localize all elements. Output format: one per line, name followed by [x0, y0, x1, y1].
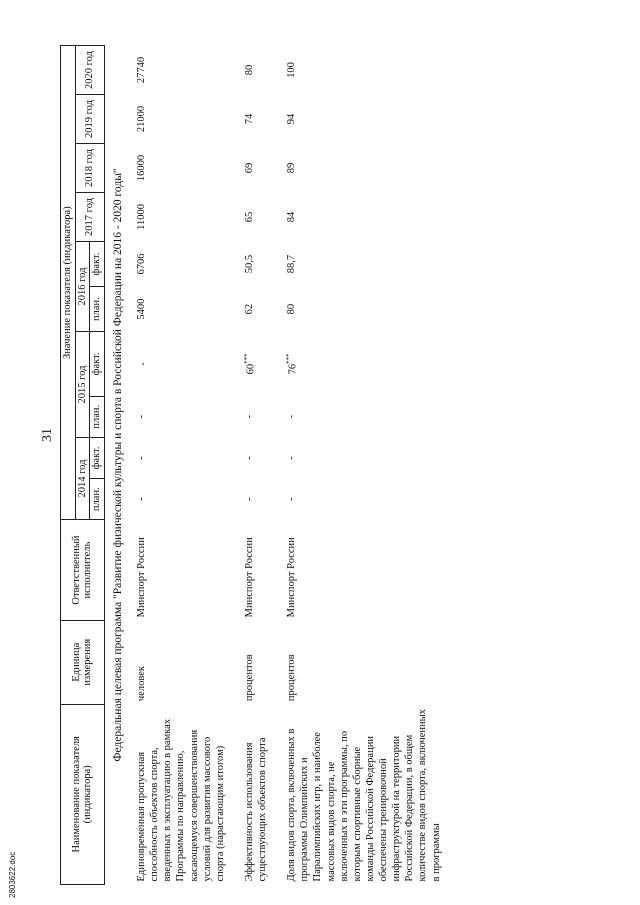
header-unit: Единица измерения — [61, 620, 105, 704]
value-2014-fact: - — [286, 456, 298, 460]
header-fact-2014: факт. — [90, 437, 105, 478]
value-2017: 65 — [243, 211, 255, 223]
indicator-unit: процентов — [286, 654, 298, 702]
value-2016-fact: 6706 — [136, 253, 148, 275]
table-row — [133, 46, 229, 885]
value-2015-fact: 60*** — [242, 353, 257, 375]
value-2015-fact: - — [137, 362, 149, 366]
indicator-name: Единовременная пропускная способность объектов спорта, введенных в эксплуатацию в рамках Программы по направлению, касающемуся совершенствования условий для развития массового спорта (нарастающим итогом) — [136, 718, 226, 882]
value-2015-plan: - — [136, 414, 148, 419]
value-2014-plan: - — [243, 497, 255, 501]
value-2014-plan: - — [286, 497, 298, 501]
value-2016-plan: 5400 — [136, 298, 148, 320]
header-2020: 2020 год — [75, 46, 104, 95]
indicator-unit: человек — [136, 665, 148, 702]
value-2015-plan: - — [243, 414, 255, 419]
header-2017: 2017 год — [75, 193, 104, 242]
indicator-executor: Минспорт России — [136, 537, 148, 618]
table-row — [229, 46, 271, 885]
table-header — [61, 46, 105, 885]
value-2014-plan: - — [136, 497, 148, 501]
indicators-table — [60, 45, 445, 885]
header-executor: Ответственный исполнитель — [61, 520, 105, 621]
indicator-name: Доля видов спорта, включенных в программы Олимпийских и Паралимпийских игр, и наиболее массовых видов спорта, не включенных в эти программы, по которым спортивные сборные команды Российской Федерации обеспечены тренировочной инфраструктурой на территории Российской Федерации, в общем количестве видов спорта, включенных в программы — [286, 709, 442, 882]
value-2015-plan: - — [286, 414, 298, 419]
value-2018: 89 — [286, 162, 298, 174]
header-2015: 2015 год — [75, 332, 90, 438]
page-number: 31 — [40, 428, 55, 442]
indicator-executor: Минспорт России — [286, 537, 298, 618]
value-2019: 94 — [286, 113, 298, 125]
value-2018: 69 — [243, 162, 255, 174]
header-name: Наименование показателя (индикатора) — [61, 704, 105, 884]
value-2014-fact: - — [136, 456, 148, 460]
header-plan-2014: план. — [90, 479, 105, 520]
value-2016-plan: 62 — [243, 303, 255, 315]
header-fact-2015: факт. — [90, 332, 105, 396]
header-2019: 2019 год — [75, 95, 104, 144]
header-2018: 2018 год — [75, 144, 104, 193]
header-plan-2016: план. — [90, 287, 105, 332]
value-2017: 84 — [286, 211, 298, 223]
indicator-unit: процентов — [243, 654, 255, 702]
value-2018: 16000 — [136, 154, 148, 182]
header-plan-2015: план. — [90, 396, 105, 437]
header-2014: 2014 год — [75, 437, 90, 519]
indicator-name: Эффективность использования существующих объектов спорта — [243, 737, 269, 882]
header-2016: 2016 год — [75, 241, 90, 331]
footer-filename: 2803622.doc — [8, 851, 17, 898]
value-2016-fact: 88,7 — [286, 254, 298, 274]
value-2020: 80 — [243, 64, 255, 76]
indicator-executor: Минспорт России — [243, 537, 255, 618]
value-2016-fact: 50,5 — [243, 254, 255, 274]
table-row — [271, 46, 445, 885]
section-title: Федеральная целевая программа "Развитие физической культуры и спорта в Российской Федерации на 2016 - 2020 годы" — [111, 168, 124, 762]
value-2016-plan: 80 — [286, 303, 298, 315]
value-2020: 27740 — [136, 56, 148, 84]
value-2015-fact: 76*** — [285, 353, 299, 375]
value-2019: 74 — [243, 113, 255, 125]
value-2020: 100 — [286, 62, 298, 78]
header-fact-2016: факт. — [90, 241, 105, 286]
value-2019: 21000 — [136, 105, 148, 133]
header-value: Значение показателя (индикатора) — [61, 46, 76, 520]
rotated-page-content — [60, 25, 600, 885]
value-2014-fact: - — [243, 456, 255, 460]
value-2017: 11000 — [136, 204, 148, 230]
